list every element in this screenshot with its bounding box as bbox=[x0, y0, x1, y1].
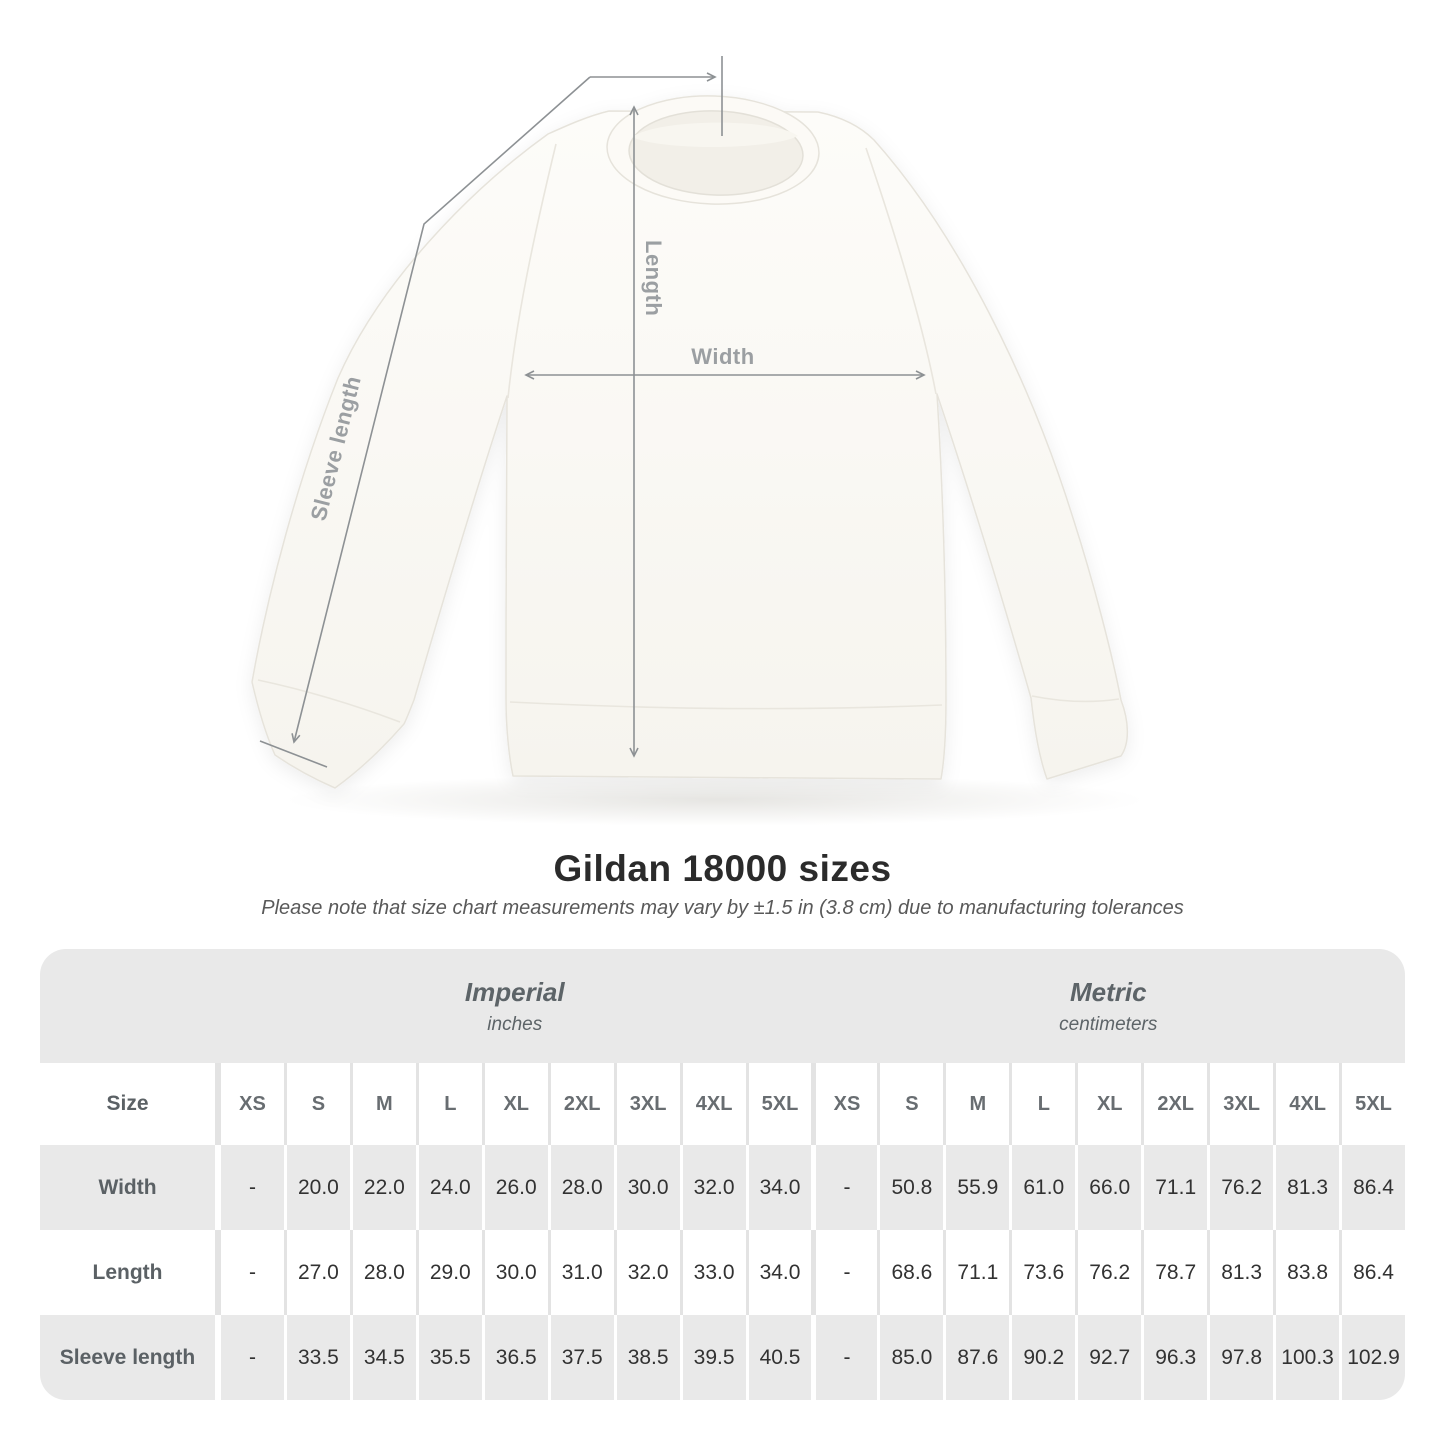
value-cell-imperial: 28.0 bbox=[551, 1145, 614, 1230]
row-label: Sleeve length bbox=[40, 1315, 218, 1400]
table-row bbox=[40, 1145, 1405, 1230]
size-cell-metric: 3XL bbox=[1210, 1063, 1273, 1145]
size-cell-metric: M bbox=[946, 1063, 1009, 1145]
size-cell-metric: 4XL bbox=[1276, 1063, 1339, 1145]
measurement-rows bbox=[40, 1145, 1405, 1400]
sleeve-length-label: Sleeve length bbox=[305, 373, 366, 524]
row-label: Width bbox=[40, 1145, 218, 1230]
value-cell-imperial: 36.5 bbox=[485, 1315, 548, 1400]
value-cell-metric: 81.3 bbox=[1210, 1230, 1273, 1315]
size-table bbox=[40, 949, 1405, 1400]
value-cell-imperial: 34.0 bbox=[749, 1230, 812, 1315]
value-cell-metric: - bbox=[814, 1315, 877, 1400]
value-cell-metric: 71.1 bbox=[1144, 1145, 1207, 1230]
value-cell-imperial: 32.0 bbox=[683, 1145, 746, 1230]
value-cell-metric: 78.7 bbox=[1144, 1230, 1207, 1315]
imperial-group-header bbox=[218, 949, 812, 1063]
page-title: Gildan 18000 sizes bbox=[553, 848, 892, 889]
sweatshirt-illustration bbox=[252, 92, 1127, 788]
value-cell-imperial: 37.5 bbox=[551, 1315, 614, 1400]
value-cell-imperial: 35.5 bbox=[419, 1315, 482, 1400]
size-cell-metric: XL bbox=[1078, 1063, 1141, 1145]
value-cell-metric: 66.0 bbox=[1078, 1145, 1141, 1230]
imperial-unit-label: inches bbox=[487, 1013, 543, 1035]
value-cell-metric: - bbox=[814, 1230, 877, 1315]
value-cell-metric: 81.3 bbox=[1276, 1145, 1339, 1230]
value-cell-imperial: 28.0 bbox=[353, 1230, 416, 1315]
imperial-label: Imperial bbox=[464, 976, 565, 1007]
value-cell-metric: 76.2 bbox=[1210, 1145, 1273, 1230]
value-cell-imperial: 39.5 bbox=[683, 1315, 746, 1400]
size-cell-imperial: 4XL bbox=[683, 1063, 746, 1145]
table-row bbox=[40, 1315, 1405, 1400]
value-cell-imperial: 29.0 bbox=[419, 1230, 482, 1315]
garment-shadow bbox=[285, 774, 1145, 826]
value-cell-imperial: 20.0 bbox=[287, 1145, 350, 1230]
value-cell-imperial: 32.0 bbox=[617, 1230, 680, 1315]
value-cell-metric: 73.6 bbox=[1012, 1230, 1075, 1315]
value-cell-imperial: 31.0 bbox=[551, 1230, 614, 1315]
value-cell-imperial: 26.0 bbox=[485, 1145, 548, 1230]
size-cell-imperial: XL bbox=[485, 1063, 548, 1145]
value-cell-metric: 76.2 bbox=[1078, 1230, 1141, 1315]
value-cell-imperial: 38.5 bbox=[617, 1315, 680, 1400]
metric-label: Metric bbox=[1069, 976, 1147, 1007]
size-column-header: Size bbox=[40, 1063, 218, 1145]
size-cell-metric: L bbox=[1012, 1063, 1075, 1145]
value-cell-metric: 50.8 bbox=[880, 1145, 943, 1230]
value-cell-imperial: 33.5 bbox=[287, 1315, 350, 1400]
value-cell-metric: 92.7 bbox=[1078, 1315, 1141, 1400]
size-cell-metric: 2XL bbox=[1144, 1063, 1207, 1145]
value-cell-metric: 90.2 bbox=[1012, 1315, 1075, 1400]
size-cell-imperial: S bbox=[287, 1063, 350, 1145]
value-cell-imperial: 27.0 bbox=[287, 1230, 350, 1315]
value-cell-imperial: 40.5 bbox=[749, 1315, 812, 1400]
size-cell-metric: 5XL bbox=[1342, 1063, 1405, 1145]
value-cell-metric: 100.3 bbox=[1276, 1315, 1339, 1400]
tolerance-note: Please note that size chart measurements may vary by ±1.5 in (3.8 cm) due to manufacturing tolerances bbox=[261, 897, 1184, 919]
value-cell-metric: 55.9 bbox=[946, 1145, 1009, 1230]
size-cell-metric: S bbox=[880, 1063, 943, 1145]
value-cell-metric: 102.9 bbox=[1342, 1315, 1405, 1400]
value-cell-metric: 83.8 bbox=[1276, 1230, 1339, 1315]
value-cell-metric: 96.3 bbox=[1144, 1315, 1207, 1400]
value-cell-metric: 61.0 bbox=[1012, 1145, 1075, 1230]
size-cell-imperial: M bbox=[353, 1063, 416, 1145]
value-cell-imperial: 30.0 bbox=[485, 1230, 548, 1315]
row-label: Length bbox=[40, 1230, 218, 1315]
value-cell-imperial: 30.0 bbox=[617, 1145, 680, 1230]
value-cell-imperial: - bbox=[221, 1315, 284, 1400]
value-cell-metric: 85.0 bbox=[880, 1315, 943, 1400]
size-cell-imperial: L bbox=[419, 1063, 482, 1145]
width-label: Width bbox=[691, 344, 755, 369]
value-cell-metric: 97.8 bbox=[1210, 1315, 1273, 1400]
size-cell-imperial: 3XL bbox=[617, 1063, 680, 1145]
value-cell-imperial: 33.0 bbox=[683, 1230, 746, 1315]
value-cell-metric: 86.4 bbox=[1342, 1145, 1405, 1230]
size-cell-imperial: 2XL bbox=[551, 1063, 614, 1145]
metric-unit-label: centimeters bbox=[1059, 1013, 1158, 1035]
value-cell-imperial: - bbox=[221, 1145, 284, 1230]
value-cell-imperial: 34.0 bbox=[749, 1145, 812, 1230]
value-cell-metric: - bbox=[814, 1145, 877, 1230]
value-cell-imperial: - bbox=[221, 1230, 284, 1315]
metric-group-header bbox=[812, 949, 1406, 1063]
table-row bbox=[40, 1230, 1405, 1315]
value-cell-metric: 68.6 bbox=[880, 1230, 943, 1315]
value-cell-metric: 87.6 bbox=[946, 1315, 1009, 1400]
value-cell-imperial: 24.0 bbox=[419, 1145, 482, 1230]
size-cell-imperial: 5XL bbox=[749, 1063, 812, 1145]
size-cell-metric: XS bbox=[814, 1063, 877, 1145]
value-cell-imperial: 22.0 bbox=[353, 1145, 416, 1230]
length-label: Length bbox=[641, 240, 666, 317]
value-cell-metric: 71.1 bbox=[946, 1230, 1009, 1315]
value-cell-imperial: 34.5 bbox=[353, 1315, 416, 1400]
value-cell-metric: 86.4 bbox=[1342, 1230, 1405, 1315]
size-cell-imperial: XS bbox=[221, 1063, 284, 1145]
units-header-row bbox=[40, 949, 1405, 1063]
size-header-row bbox=[40, 1063, 1405, 1145]
